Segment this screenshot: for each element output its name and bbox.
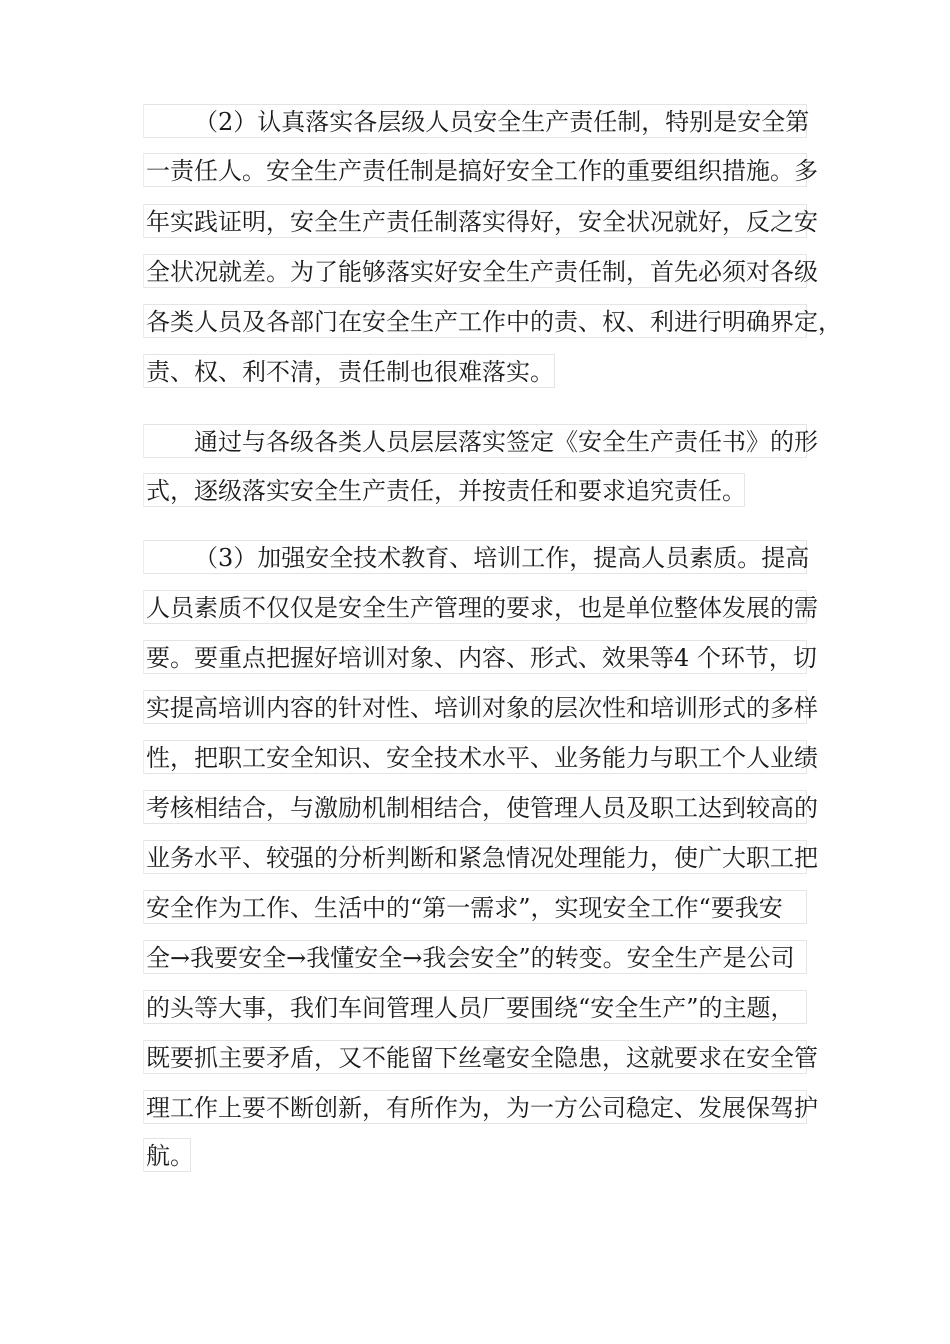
p1-line-6: 责、权、利不清，责任制也很难落实。: [143, 354, 555, 388]
p3-line-5: 性，把职工安全知识、安全技术水平、业务能力与职工个人业绩: [143, 740, 807, 774]
p1-line-5: 各类人员及各部门在安全生产工作中的责、权、利进行明确界定，: [143, 304, 807, 338]
p1-line-4: 全状况就差。为了能够落实好安全生产责任制，首先必须对各级: [143, 254, 807, 288]
p3-line-3: 要。要重点把握好培训对象、内容、形式、效果等4 个环节，切: [143, 640, 807, 674]
p3-line-9: 全→我要安全→我懂安全→我会安全”的转变。安全生产是公司: [143, 940, 807, 974]
p3-line-13: 航。: [143, 1138, 191, 1172]
p3-line-2: 人员素质不仅仅是安全生产管理的要求，也是单位整体发展的需: [143, 590, 807, 624]
p1-line-2: 一责任人。安全生产责任制是搞好安全工作的重要组织措施。多: [143, 153, 807, 187]
p3-line-10: 的头等大事，我们车间管理人员厂要围绕“安全生产”的主题，: [143, 990, 807, 1024]
p1-line-3: 年实践证明，安全生产责任制落实得好，安全状况就好，反之安: [143, 204, 807, 238]
p2-line-1: 通过与各级各类人员层层落实签定《安全生产责任书》的形: [143, 424, 807, 458]
p1-line-1: （2）认真落实各层级人员安全生产责任制，特别是安全第: [143, 104, 807, 138]
p3-line-6: 考核相结合，与激励机制相结合，使管理人员及职工达到较高的: [143, 790, 807, 824]
p3-line-11: 既要抓主要矛盾，又不能留下丝毫安全隐患，这就要求在安全管: [143, 1040, 807, 1074]
p3-line-4: 实提高培训内容的针对性、培训对象的层次性和培训形式的多样: [143, 690, 807, 724]
p3-line-8: 安全作为工作、生活中的“第一需求”，实现安全工作“要我安: [143, 890, 807, 924]
p3-line-12: 理工作上要不断创新，有所作为，为一方公司稳定、发展保驾护: [143, 1090, 807, 1124]
p3-line-7: 业务水平、较强的分析判断和紧急情况处理能力，使广大职工把: [143, 840, 807, 874]
p2-line-2: 式，逐级落实安全生产责任，并按责任和要求追究责任。: [143, 473, 745, 507]
p3-line-1: （3）加强安全技术教育、培训工作，提高人员素质。提高: [143, 540, 807, 574]
